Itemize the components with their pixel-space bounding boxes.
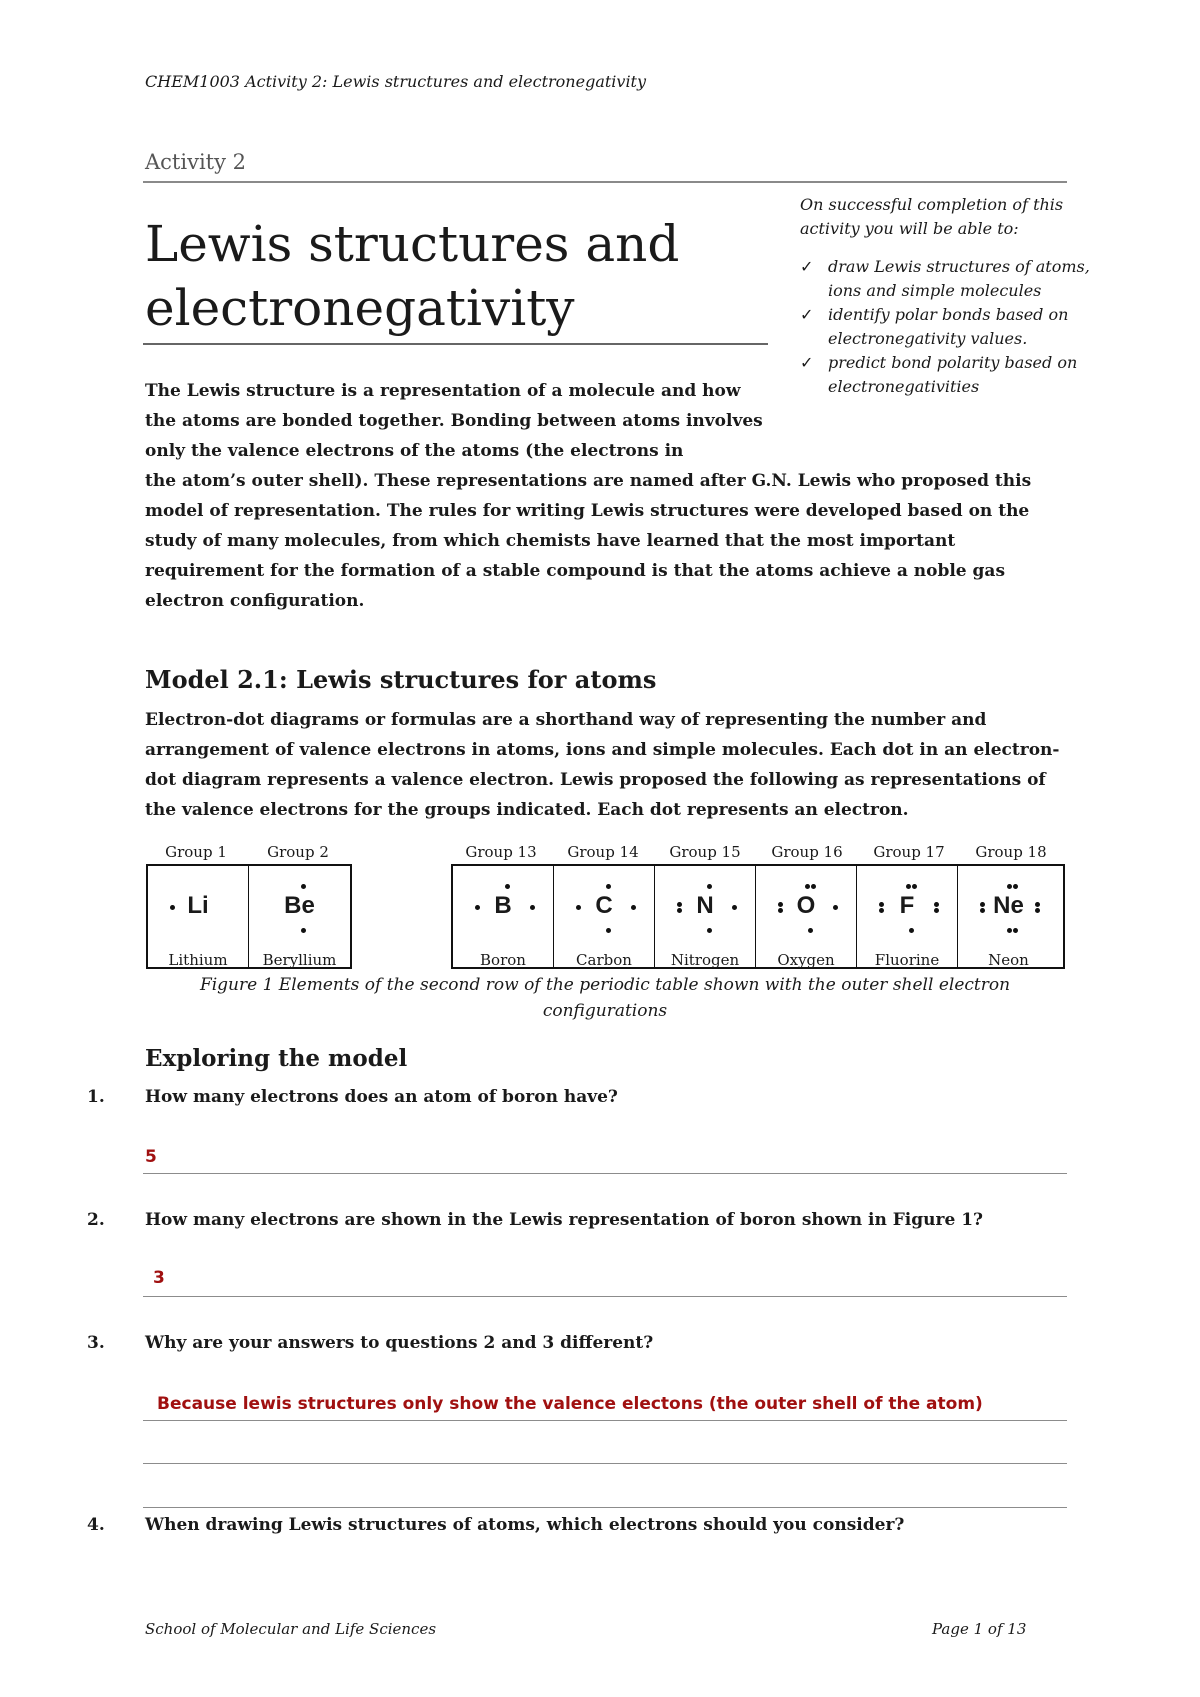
element-symbol: N — [696, 892, 714, 919]
footer-page-number: Page 1 of 13 — [932, 1620, 1027, 1638]
checkmark-icon: ✓ — [800, 305, 814, 324]
group-label: Group 16 — [771, 843, 843, 861]
lewis-table-groups-13-18 — [451, 864, 1065, 969]
intro-paragraph — [145, 376, 1065, 616]
group-label: Group 17 — [873, 843, 945, 861]
element-cell — [756, 866, 857, 967]
electron-dot — [980, 902, 985, 907]
answer-line — [143, 1173, 1067, 1174]
electron-dot — [606, 928, 611, 933]
electron-dot — [1035, 908, 1040, 913]
electron-dot — [811, 884, 816, 889]
electron-dot — [912, 884, 917, 889]
electron-dot — [833, 905, 838, 910]
checkmark-icon: ✓ — [800, 257, 814, 276]
lewis-table-groups-1-2 — [146, 864, 352, 969]
element-symbol: C — [595, 892, 613, 919]
question-number: 1. — [87, 1087, 105, 1107]
electron-dot — [631, 905, 636, 910]
electron-dot — [1007, 884, 1012, 889]
electron-dot — [530, 905, 535, 910]
element-symbol: Ne — [993, 892, 1024, 919]
electron-dot — [906, 884, 911, 889]
element-name: Lithium — [168, 951, 228, 969]
element-name: Boron — [480, 951, 526, 969]
question-number: 4. — [87, 1515, 105, 1535]
group-label: Group 18 — [975, 843, 1047, 861]
question-text: How many electrons does an atom of boron have? — [145, 1087, 618, 1107]
electron-dot — [475, 905, 480, 910]
electron-dot — [606, 884, 611, 889]
answer-line — [143, 1463, 1067, 1464]
element-name: Neon — [988, 951, 1029, 969]
electron-dot — [1007, 928, 1012, 933]
title-divider — [143, 343, 768, 345]
element-name: Carbon — [576, 951, 632, 969]
footer-school: School of Molecular and Life Sciences — [145, 1620, 437, 1638]
answer-text[interactable]: 3 — [153, 1268, 165, 1288]
model-heading: Model 2.1: Lewis structures for atoms — [145, 665, 657, 694]
element-cell — [655, 866, 756, 967]
objective-item: ✓ draw Lewis structures of atoms, ions and simple molecules — [800, 257, 1090, 300]
answer-line — [143, 1420, 1067, 1421]
question-number: 3. — [87, 1333, 105, 1353]
objective-item: ✓ identify polar bonds based on electronegativity values. — [800, 305, 1069, 348]
electron-dot — [677, 902, 682, 907]
element-cell — [857, 866, 958, 967]
electron-dot — [1035, 902, 1040, 907]
electron-dot — [301, 884, 306, 889]
electron-dot — [170, 905, 175, 910]
electron-dot — [934, 908, 939, 913]
header-divider — [143, 181, 1067, 183]
element-name: Beryllium — [262, 951, 337, 969]
element-cell — [148, 866, 249, 967]
electron-dot — [879, 902, 884, 907]
figure-caption: Figure 1 Elements of the second row of the periodic table shown with the outer shell electron configurations — [199, 975, 1011, 1021]
group-label: Group 2 — [267, 843, 329, 861]
element-symbol: Be — [284, 892, 315, 919]
answer-text[interactable]: Because lewis structures only show the valence electons (the outer shell of the atom) — [157, 1394, 983, 1414]
answer-text[interactable]: 5 — [145, 1147, 157, 1167]
element-cell — [958, 866, 1059, 967]
question-text: How many electrons are shown in the Lewis representation of boron shown in Figure 1? — [145, 1210, 983, 1230]
exploring-heading: Exploring the model — [145, 1045, 408, 1072]
electron-dot — [1013, 884, 1018, 889]
electron-dot — [677, 908, 682, 913]
group-label: Group 14 — [567, 843, 639, 861]
model-description: Electron-dot diagrams or formulas are a shorthand way of representing the number and arrangement of valence electrons in atoms, ions and simple molecules. Each dot in an electron-dot diagram represents a valence electron. Lewis proposed the following as representations of the valence electrons for the groups indicated. Each dot represents an electron. — [145, 710, 1060, 820]
question-number: 2. — [87, 1210, 105, 1230]
element-name: Fluorine — [874, 951, 940, 969]
group-label: Group 13 — [465, 843, 537, 861]
electron-dot — [909, 928, 914, 933]
electron-dot — [707, 884, 712, 889]
electron-dot — [879, 908, 884, 913]
answer-line — [143, 1507, 1067, 1508]
element-cell — [453, 866, 554, 967]
electron-dot — [576, 905, 581, 910]
electron-dot — [805, 884, 810, 889]
group-label: Group 15 — [669, 843, 741, 861]
electron-dot — [934, 902, 939, 907]
element-symbol: Li — [187, 892, 209, 919]
objective-item: ✓ predict bond polarity based on electronegativities — [800, 353, 1078, 396]
electron-dot — [732, 905, 737, 910]
electron-dot — [707, 928, 712, 933]
checkmark-icon: ✓ — [800, 353, 814, 372]
element-symbol: O — [796, 892, 816, 919]
element-symbol: F — [899, 892, 915, 919]
running-header: CHEM1003 Activity 2: Lewis structures and electronegativity — [145, 72, 647, 91]
electron-dot — [1013, 928, 1018, 933]
element-name: Nitrogen — [670, 951, 740, 969]
electron-dot — [980, 908, 985, 913]
element-cell — [249, 866, 350, 967]
intro-text-part1: The Lewis structure is a representation of a molecule and how the atoms are bonded together. Bonding between atoms involves only the valence electrons of the atoms (the electrons in — [145, 381, 763, 461]
intro-text-part2: the atom’s outer shell). These representations are named after G.N. Lewis who proposed this model of representation. The rules for writing Lewis structures were developed based on the study of many molecules, from which chemists have learned that the most important requirement for the formation of a stable compound is that the atoms achieve a noble gas electron configuration. — [145, 471, 1032, 611]
electron-dot — [505, 884, 510, 889]
question-text: Why are your answers to questions 2 and 3 different? — [145, 1333, 654, 1353]
electron-dot — [778, 908, 783, 913]
element-symbol: B — [494, 892, 512, 919]
page-title: Lewis structures and electronegativity — [145, 215, 680, 337]
electron-dot — [301, 928, 306, 933]
element-cell — [554, 866, 655, 967]
electron-dot — [808, 928, 813, 933]
activity-label: Activity 2 — [145, 150, 247, 174]
objectives-intro: On successful completion of this activity you will be able to: — [800, 195, 1064, 238]
answer-line — [143, 1296, 1067, 1297]
group-label: Group 1 — [165, 843, 227, 861]
question-text: When drawing Lewis structures of atoms, which electrons should you consider? — [145, 1515, 905, 1535]
learning-objectives — [800, 193, 1090, 399]
electron-dot — [778, 902, 783, 907]
element-name: Oxygen — [777, 951, 835, 969]
